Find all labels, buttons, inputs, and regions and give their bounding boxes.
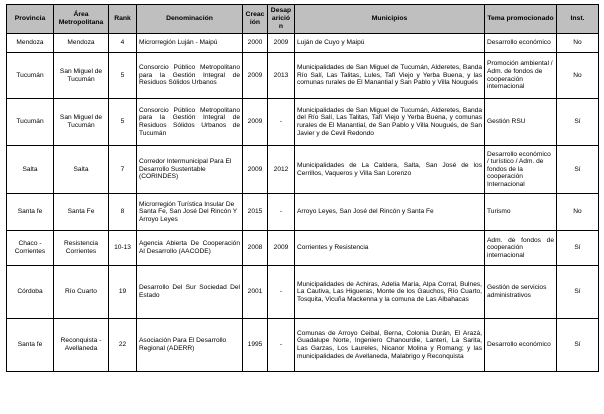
cell-municipios: Luján de Cuyo y Maipú — [295, 34, 485, 53]
header-provincia: Provincia — [7, 5, 54, 34]
cell-area: Resistencia Corrientes — [54, 231, 109, 266]
table-row — [7, 53, 599, 99]
header-rank: Rank — [109, 5, 137, 34]
cell-rank: 22 — [109, 319, 137, 372]
cell-area: San Miguel de Tucumán — [54, 53, 109, 99]
header-desaparicion: Desaparición — [268, 5, 295, 34]
cell-rank: 8 — [109, 194, 137, 231]
cell-area: Santa Fe — [54, 194, 109, 231]
cell-rank: 7 — [109, 146, 137, 194]
cell-creacion: 2001 — [243, 266, 268, 319]
cell-rank: 4 — [109, 34, 137, 53]
cell-provincia: Tucumán — [7, 53, 54, 99]
cell-rank: 5 — [109, 53, 137, 99]
cell-rank: 19 — [109, 266, 137, 319]
cell-desaparicion: 2009 — [268, 34, 295, 53]
cell-denominacion: Desarrollo Del Sur Sociedad Del Estado — [137, 266, 243, 319]
cell-creacion: 2008 — [243, 231, 268, 266]
cell-denominacion: Corredor Intermunicipal Para El Desarrollo Sustentable (CORINDES) — [137, 146, 243, 194]
cell-inst: Sí — [557, 231, 599, 266]
cell-municipios: Corrientes y Resistencia — [295, 231, 485, 266]
table-row — [7, 34, 599, 53]
cell-denominacion: Microrregión Turística Insular De Santa Fe, San José Del Rincón Y Arroyo Leyes — [137, 194, 243, 231]
cell-rank: 10-13 — [109, 231, 137, 266]
cell-provincia: Santa fe — [7, 194, 54, 231]
cell-provincia: Santa fe — [7, 319, 54, 372]
cell-desaparicion: - — [268, 99, 295, 146]
cell-provincia: Tucumán — [7, 99, 54, 146]
cell-inst: No — [557, 194, 599, 231]
metropolitan-table — [6, 4, 599, 372]
cell-creacion: 2015 — [243, 194, 268, 231]
cell-municipios: Comunas de Arroyo Ceibal, Berna, Colonia Durán, El Arazá, Guadalupe Norte, Ingeniero Chanourdie, Lanteri, La Sarita, Las Garzas, Los Laureles, Nicanor Molina y Romang; y las municipalidades de Avellaneda, Malabrigo y Reconquista — [295, 319, 485, 372]
header-creacion: Creación — [243, 5, 268, 34]
cell-area: San Miguel de Tucumán — [54, 99, 109, 146]
cell-desaparicion: 2012 — [268, 146, 295, 194]
cell-tema: Desarrollo económico — [485, 34, 557, 53]
cell-inst: No — [557, 53, 599, 99]
cell-tema: Gestión RSU — [485, 99, 557, 146]
cell-municipios: Municipalidades de San Miguel de Tucumán, Alderetes, Banda Río Salí, Las Talitas, Lules, Tafí Viejo y Yerba Buena, y las comunas rurales de El Manantial y San Pablo y Villa Nougués — [295, 53, 485, 99]
cell-inst: Sí — [557, 99, 599, 146]
cell-inst: Sí — [557, 319, 599, 372]
metropolitan-table-container — [6, 4, 598, 372]
header-denominacion: Denominación — [137, 5, 243, 34]
cell-creacion: 2009 — [243, 53, 268, 99]
cell-inst: Sí — [557, 146, 599, 194]
cell-denominacion: Asociación Para El Desarrollo Regional (ADERR) — [137, 319, 243, 372]
cell-area: Salta — [54, 146, 109, 194]
cell-desaparicion: - — [268, 266, 295, 319]
cell-creacion: 1995 — [243, 319, 268, 372]
table-row — [7, 146, 599, 194]
cell-area: Mendoza — [54, 34, 109, 53]
cell-creacion: 2000 — [243, 34, 268, 53]
cell-provincia: Mendoza — [7, 34, 54, 53]
cell-area: Reconquista - Avellaneda — [54, 319, 109, 372]
cell-rank: 5 — [109, 99, 137, 146]
cell-creacion: 2009 — [243, 99, 268, 146]
cell-denominacion: Microrregión Luján - Maipú — [137, 34, 243, 53]
cell-desaparicion: 2009 — [268, 231, 295, 266]
cell-inst: No — [557, 34, 599, 53]
cell-municipios: Municipalidades de La Caldera, Salta, San José de los Cerrillos, Vaqueros y Villa San Lorenzo — [295, 146, 485, 194]
cell-tema: Desarrollo económico — [485, 319, 557, 372]
table-row — [7, 231, 599, 266]
table-row — [7, 319, 599, 372]
cell-desaparicion: 2013 — [268, 53, 295, 99]
cell-provincia: Salta — [7, 146, 54, 194]
header-municipios: Municipios — [295, 5, 485, 34]
header-inst: Inst. — [557, 5, 599, 34]
cell-tema: Desarrollo económico / turístico / Adm. de fondos de la cooperación Internacional — [485, 146, 557, 194]
cell-municipios: Municipalidades de Achiras, Adelia María, Alpa Corral, Bulnes, La Cautiva, Las Higueras, Monte de los Gauchos, Río Cuarto, Tosquita, Vicuña Mackenna y la comuna de Las Albahacas — [295, 266, 485, 319]
cell-denominacion: Agencia Abierta De Cooperación Al Desarrollo (AACODE) — [137, 231, 243, 266]
cell-tema: Adm. de fondos de cooperación internacional — [485, 231, 557, 266]
cell-municipios: Arroyo Leyes, San José del Rincón y Santa Fe — [295, 194, 485, 231]
cell-desaparicion: - — [268, 194, 295, 231]
header-area: Área Metropolitana — [54, 5, 109, 34]
cell-creacion: 2009 — [243, 146, 268, 194]
header-tema: Tema promocionado — [485, 5, 557, 34]
cell-provincia: Córdoba — [7, 266, 54, 319]
cell-tema: Turismo — [485, 194, 557, 231]
cell-denominacion: Consorcio Público Metropolitano para la Gestión Integral de Residuos Sólidos Urbanos — [137, 53, 243, 99]
cell-tema: Gestión de servicios administrativos — [485, 266, 557, 319]
table-row — [7, 99, 599, 146]
table-header-row — [7, 5, 599, 34]
cell-area: Río Cuarto — [54, 266, 109, 319]
table-row — [7, 194, 599, 231]
cell-tema: Promoción ambiental / Adm. de fondos de cooperación internacional — [485, 53, 557, 99]
table-row — [7, 266, 599, 319]
cell-inst: Sí — [557, 266, 599, 319]
cell-desaparicion: - — [268, 319, 295, 372]
cell-provincia: Chaco - Corrientes — [7, 231, 54, 266]
cell-municipios: Municipalidades de San Miguel de Tucumán, Alderetes, Banda del Río Salí, Las Talitas, Tafí Viejo y Yerba Buena, y comunas rurales de El Manantial, de San Pablo y Villa Nougués, de San Javier y de Cevil Redondo — [295, 99, 485, 146]
cell-denominacion: Consorcio Público Metropolitano para la Gestión Integral de Residuos Sólidos Urbanos de Tucumán — [137, 99, 243, 146]
